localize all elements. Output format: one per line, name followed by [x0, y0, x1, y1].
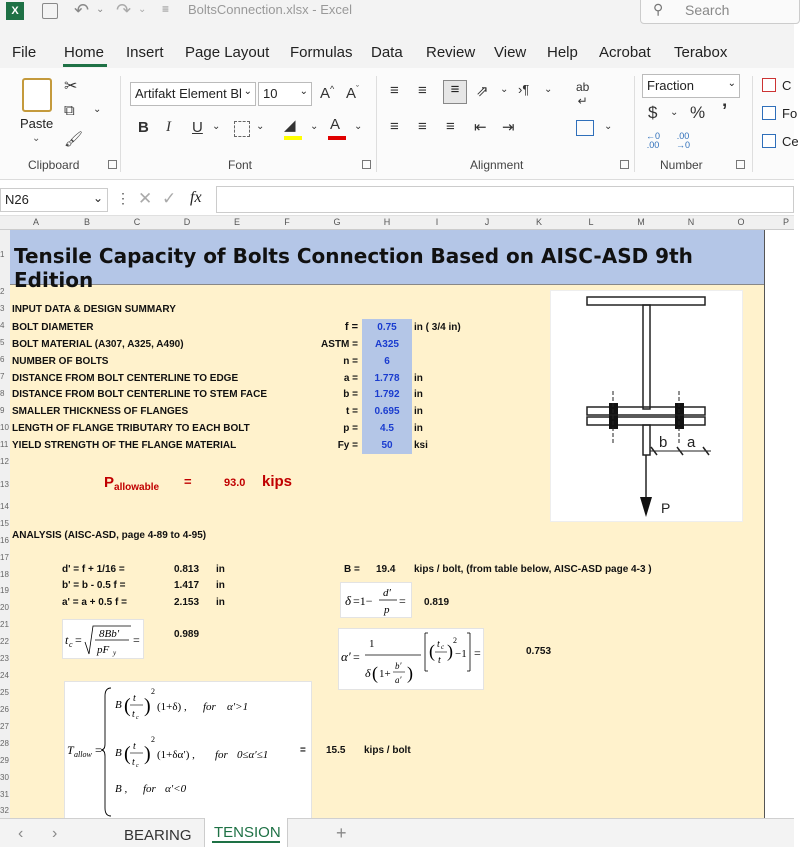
row-header[interactable]: 3 — [0, 304, 5, 313]
input-label: SMALLER THICKNESS OF FLANGES — [12, 406, 189, 417]
chevron-down-icon: ⌄ — [299, 86, 308, 97]
svg-text:=: = — [133, 633, 140, 647]
analysis-section-heading: ANALYSIS (AISC-ASD, page 4-89 to 4-95) — [12, 530, 207, 541]
align-right-icon[interactable]: ≡ — [446, 118, 455, 135]
conditional-formatting-icon[interactable] — [762, 78, 776, 92]
name-box-value: N26 — [5, 192, 29, 207]
svg-text:(: ( — [372, 663, 378, 683]
font-color-dropdown-icon[interactable]: ⌄ — [354, 121, 363, 132]
orientation-icon[interactable]: ⇗ — [476, 83, 489, 100]
font-size-value: 10 — [263, 86, 278, 101]
styles-item-label[interactable]: C — [782, 78, 792, 93]
copy-icon[interactable]: ⧉ — [64, 102, 75, 119]
row-header[interactable]: 30 — [0, 773, 9, 782]
ribbon-separator — [634, 76, 635, 172]
svg-text:for: for — [215, 749, 228, 761]
input-label: LENGTH OF FLANGE TRIBUTARY TO EACH BOLT — [12, 423, 250, 434]
search-icon: ⚲ — [653, 1, 664, 17]
svg-text:B: B — [115, 747, 122, 759]
svg-text:=: = — [353, 650, 360, 664]
svg-text:8Bb′: 8Bb′ — [99, 628, 120, 640]
text-direction-icon[interactable]: ›¶ — [518, 82, 530, 97]
column-header[interactable]: I — [435, 217, 439, 227]
row-header[interactable]: 6 — [0, 355, 5, 364]
fill-color-dropdown-icon[interactable]: ⌄ — [310, 121, 319, 132]
svg-text:c: c — [441, 643, 445, 651]
tc-value: 0.989 — [174, 629, 200, 640]
comma-button[interactable]: ’ — [722, 101, 728, 122]
wrap-text-icon[interactable]: ab ↵ — [576, 80, 590, 108]
svg-text:a′: a′ — [395, 675, 402, 685]
menu-formulas[interactable]: Formulas — [290, 44, 353, 61]
font-color-icon[interactable]: A — [330, 116, 341, 133]
svg-text:): ) — [144, 695, 151, 717]
number-format-dropdown[interactable] — [642, 74, 740, 98]
result-label-sub: allowable — [114, 482, 160, 493]
b-note: kips / bolt, (from table below, AISC-ASD page 4-3 ) — [414, 564, 652, 575]
svg-text:allow: allow — [74, 750, 92, 759]
analysis-unit: in — [216, 580, 225, 591]
paste-label[interactable]: Paste — [20, 116, 54, 131]
input-unit: in — [414, 423, 423, 434]
result-value: 93.0 — [224, 477, 246, 489]
increase-indent-icon[interactable]: ⇥ — [502, 119, 515, 136]
cancel-entry-icon[interactable]: ✕ — [138, 189, 153, 208]
row-header[interactable]: 24 — [0, 671, 9, 680]
tallow-value: 15.5 — [326, 745, 346, 756]
menu-home-underline — [63, 64, 107, 67]
input-symbol: p = — [343, 423, 358, 434]
input-symbol: a = — [343, 373, 358, 384]
svg-text:): ) — [447, 641, 453, 661]
ribbon-separator — [120, 76, 121, 172]
sheet-tab-bar — [0, 818, 794, 847]
row-header[interactable]: 31 — [0, 790, 9, 799]
column-header[interactable]: K — [535, 217, 542, 227]
column-headers — [0, 216, 794, 230]
excel-logo-icon: X — [6, 2, 24, 20]
delta-value: 0.819 — [424, 597, 450, 608]
svg-text:1: 1 — [369, 638, 375, 650]
align-top-icon[interactable]: ≡ — [390, 82, 399, 99]
input-unit: in ( 3/4 in) — [414, 322, 461, 333]
svg-text:d′: d′ — [383, 587, 391, 599]
svg-text:for: for — [203, 701, 216, 713]
font-size-dropdown[interactable] — [258, 82, 312, 106]
column-header[interactable]: C — [133, 217, 141, 227]
input-label: DISTANCE FROM BOLT CENTERLINE TO STEM FACE — [12, 389, 267, 400]
decrease-decimal-button[interactable]: .00 →0 — [676, 131, 691, 150]
input-unit: in — [414, 406, 423, 417]
svg-text:t: t — [132, 709, 135, 720]
fill-color-swatch — [284, 136, 302, 140]
b-expression: B = — [344, 564, 360, 575]
input-symbol: n = — [343, 356, 358, 367]
analysis-value: 0.813 — [174, 564, 200, 575]
column-header[interactable]: L — [588, 217, 594, 227]
input-unit: in — [414, 389, 423, 400]
font-color-swatch — [328, 136, 346, 140]
analysis-expression: a' = a + 0.5 f = — [62, 597, 127, 608]
svg-text:for: for — [143, 783, 156, 795]
tallow-equation-image — [64, 681, 312, 821]
analysis-expression: d' = f + 1/16 = — [62, 564, 125, 575]
save-icon[interactable] — [42, 3, 58, 19]
input-symbol: t = — [346, 406, 358, 417]
svg-text:−1: −1 — [455, 648, 467, 660]
analysis-value: 2.153 — [174, 597, 200, 608]
row-header[interactable]: 22 — [0, 637, 9, 646]
insert-function-icon[interactable]: fx — [190, 189, 202, 206]
row-header[interactable]: 25 — [0, 688, 9, 697]
input-value-cell[interactable]: 50 — [362, 437, 412, 454]
input-label: NUMBER OF BOLTS — [12, 356, 109, 367]
row-header[interactable]: 20 — [0, 603, 9, 612]
row-header[interactable]: 10 — [0, 423, 9, 432]
svg-text:B ,: B , — [115, 783, 128, 795]
svg-text:=1−: =1− — [353, 594, 373, 608]
analysis-unit: in — [216, 597, 225, 608]
input-symbol: Fy = — [337, 440, 358, 451]
column-header[interactable]: B — [83, 217, 90, 227]
svg-text:t: t — [437, 639, 440, 650]
delta-equation-image — [340, 582, 412, 618]
more-options-icon[interactable]: ⋮ — [116, 190, 130, 206]
paste-icon[interactable] — [22, 78, 52, 112]
diagram-a-label: a — [687, 434, 696, 451]
menu-terabox[interactable]: Terabox — [674, 44, 728, 61]
result-equals: = — [184, 474, 192, 489]
svg-text:δ: δ — [345, 593, 352, 608]
input-label: DISTANCE FROM BOLT CENTERLINE TO EDGE — [12, 373, 239, 384]
underline-button[interactable]: U — [192, 119, 203, 136]
cut-icon[interactable]: ✂ — [64, 78, 78, 95]
row-header[interactable]: 16 — [0, 536, 9, 545]
column-header[interactable]: M — [637, 217, 645, 227]
svg-text:t: t — [438, 655, 441, 666]
svg-text:(: ( — [124, 695, 131, 717]
name-box[interactable] — [0, 188, 108, 212]
row-header[interactable]: 7 — [0, 372, 5, 381]
row-header[interactable]: 9 — [0, 406, 5, 415]
sheet-title: Tensile Capacity of Bolts Connection Based on AISC-ASD 9th Edition — [14, 244, 693, 292]
number-launcher-icon[interactable] — [736, 160, 745, 169]
row-header[interactable]: 14 — [0, 502, 9, 511]
merge-dropdown-icon[interactable]: ⌄ — [604, 121, 613, 132]
analysis-expression: b' = b - 0.5 f = — [62, 580, 126, 591]
add-sheet-icon[interactable]: + — [336, 823, 347, 843]
sheet-right-margin — [764, 230, 794, 818]
borders-icon[interactable] — [234, 121, 250, 137]
tc-equation-image — [62, 619, 144, 659]
svg-text:t: t — [133, 693, 136, 704]
tab-bearing[interactable]: BEARING — [124, 827, 192, 844]
chevron-down-icon: ⌄ — [243, 86, 252, 97]
currency-button[interactable]: $ — [648, 103, 658, 122]
input-value-cell[interactable]: 4.5 — [362, 420, 412, 437]
styles-item-label[interactable]: Ce — [782, 134, 799, 149]
row-header[interactable]: 28 — [0, 739, 9, 748]
input-section-heading: INPUT DATA & DESIGN SUMMARY — [12, 304, 176, 315]
svg-text:=: = — [95, 743, 102, 757]
result-label — [104, 474, 159, 493]
input-value-cell[interactable]: 1.778 — [362, 370, 412, 387]
alpha-value: 0.753 — [526, 646, 552, 657]
result-label-main: P — [104, 474, 115, 491]
font-name-dropdown[interactable] — [130, 82, 256, 106]
row-header[interactable]: 2 — [0, 287, 5, 296]
svg-text:=: = — [474, 646, 481, 660]
chevron-down-icon: ⌄ — [92, 191, 103, 205]
svg-text:α′<0: α′<0 — [165, 783, 187, 795]
window-title: BoltsConnection.xlsx - Excel — [188, 2, 353, 17]
input-label: BOLT MATERIAL (A307, A325, A490) — [12, 339, 184, 350]
customize-qat-icon[interactable]: ≡ — [162, 2, 170, 16]
bold-button[interactable]: B — [138, 119, 149, 136]
align-bottom-icon[interactable]: ≡ — [443, 80, 467, 104]
menu-file[interactable]: File — [12, 44, 37, 61]
italic-button[interactable]: I — [166, 119, 171, 135]
svg-text:t: t — [65, 633, 69, 647]
font-name-value: Artifakt Element Bl — [135, 86, 242, 101]
menu-data[interactable]: Data — [371, 44, 403, 61]
input-label: BOLT DIAMETER — [12, 322, 94, 333]
menu-insert[interactable]: Insert — [126, 44, 164, 61]
title-bar — [0, 0, 794, 34]
row-header[interactable]: 21 — [0, 620, 9, 629]
align-left-icon[interactable]: ≡ — [390, 118, 399, 135]
svg-text:2: 2 — [453, 636, 457, 645]
analysis-value: 1.417 — [174, 580, 200, 591]
row-headers — [0, 230, 10, 818]
fill-color-icon[interactable]: ◢ — [284, 117, 296, 134]
input-symbol: b = — [343, 389, 358, 400]
grow-font-button[interactable]: A^ — [320, 84, 335, 102]
svg-text:=: = — [399, 594, 406, 608]
svg-text:(: ( — [124, 743, 131, 765]
diagram-load-label: P — [661, 500, 671, 516]
svg-text:=: = — [75, 633, 82, 647]
column-header[interactable]: O — [737, 217, 745, 227]
row-header[interactable]: 8 — [0, 389, 5, 398]
tab-tension[interactable]: TENSION — [214, 824, 281, 841]
input-value-cell[interactable]: 6 — [362, 353, 412, 370]
svg-text:(1+δα′) ,: (1+δα′) , — [157, 749, 195, 761]
svg-text:t: t — [132, 757, 135, 768]
svg-text:(1+δ) ,: (1+δ) , — [157, 701, 187, 713]
svg-text:α′>1: α′>1 — [227, 701, 249, 713]
menu-home[interactable]: Home — [64, 44, 105, 61]
paste-dropdown-icon[interactable]: ⌄ — [32, 133, 41, 144]
format-as-table-icon[interactable] — [762, 106, 776, 120]
svg-text:t: t — [133, 741, 136, 752]
clipboard-group-label: Clipboard — [28, 158, 80, 172]
menu-help[interactable]: Help — [547, 44, 578, 61]
column-header[interactable]: E — [233, 217, 240, 227]
svg-text:c: c — [136, 715, 139, 721]
svg-text:(: ( — [429, 641, 435, 661]
worksheet-grid[interactable] — [10, 230, 765, 818]
svg-text:c: c — [136, 763, 139, 769]
search-box[interactable] — [640, 0, 800, 24]
diagram-b-label: b — [659, 434, 668, 451]
input-value-cell[interactable]: A325 — [362, 336, 412, 353]
column-header[interactable]: D — [183, 217, 191, 227]
svg-text:2: 2 — [151, 735, 155, 744]
shrink-font-button[interactable]: $A^ˇ$ — [346, 84, 360, 102]
merge-center-icon[interactable] — [576, 120, 594, 136]
svg-text:B: B — [115, 699, 122, 711]
input-value-cell[interactable]: 0.695 — [362, 403, 412, 420]
underline-dropdown-icon[interactable]: ⌄ — [212, 121, 221, 132]
cell-styles-icon[interactable] — [762, 134, 776, 148]
ribbon-separator — [752, 76, 753, 172]
scroll-tabs-left-icon[interactable]: ‹ — [18, 825, 24, 842]
svg-text:p: p — [384, 604, 390, 616]
align-middle-icon[interactable]: ≡ — [418, 82, 427, 99]
input-symbol: ASTM = — [321, 339, 358, 350]
number-format-value: Fraction — [647, 78, 694, 93]
input-value-cell[interactable]: 1.792 — [362, 386, 412, 403]
row-header[interactable]: 18 — [0, 570, 9, 579]
increase-decimal-button[interactable]: ←0 .00 — [646, 131, 661, 150]
column-header[interactable]: A — [32, 217, 39, 227]
row-header[interactable]: 19 — [0, 586, 9, 595]
orientation-dropdown-icon[interactable]: ⌄ — [500, 84, 509, 95]
input-value-cell[interactable]: 0.75 — [362, 319, 412, 336]
row-header[interactable]: 29 — [0, 756, 9, 765]
svg-text:α′: α′ — [341, 649, 351, 664]
svg-text:2: 2 — [151, 687, 155, 696]
formula-input[interactable] — [216, 186, 794, 213]
font-group-label: Font — [228, 158, 253, 172]
svg-text:c: c — [69, 640, 73, 649]
decrease-indent-icon[interactable]: ⇤ — [474, 119, 487, 136]
alpha-equation-image — [338, 628, 484, 690]
svg-text:T: T — [67, 743, 74, 757]
row-header[interactable]: 4 — [0, 321, 5, 330]
column-header[interactable]: H — [383, 217, 391, 227]
row-header[interactable]: 11 — [0, 440, 9, 449]
row-header[interactable]: 13 — [0, 480, 9, 489]
row-header[interactable]: 23 — [0, 654, 9, 663]
tallow-unit: kips / bolt — [364, 745, 411, 756]
svg-text:0≤α′≤1: 0≤α′≤1 — [237, 749, 269, 761]
clipboard-launcher-icon[interactable] — [108, 160, 117, 169]
title-band — [10, 230, 765, 292]
row-header[interactable]: 12 — [0, 457, 9, 466]
menu-view[interactable]: View — [494, 44, 527, 61]
copy-dropdown-icon[interactable]: ⌄ — [93, 104, 102, 115]
menu-page-layout[interactable]: Page Layout — [185, 44, 270, 61]
alignment-group-label: Alignment — [470, 158, 524, 172]
connection-diagram — [550, 290, 743, 522]
row-header[interactable]: 26 — [0, 705, 9, 714]
svg-text:): ) — [407, 663, 413, 683]
text-direction-dropdown-icon[interactable]: ⌄ — [544, 84, 553, 95]
search-placeholder: Search — [685, 2, 730, 18]
font-launcher-icon[interactable] — [362, 160, 371, 169]
menu-acrobat[interactable]: Acrobat — [599, 44, 651, 61]
input-unit: ksi — [414, 440, 428, 451]
confirm-entry-icon[interactable]: ✓ — [162, 189, 177, 208]
align-center-icon[interactable]: ≡ — [418, 118, 427, 135]
row-header[interactable]: 1 — [0, 250, 5, 259]
column-header[interactable]: G — [333, 217, 341, 227]
currency-dropdown-icon[interactable]: ⌄ — [670, 107, 679, 118]
svg-text:): ) — [144, 743, 151, 765]
input-symbol: f = — [344, 321, 358, 333]
column-header[interactable]: N — [687, 217, 695, 227]
percent-button[interactable]: % — [690, 103, 706, 122]
scroll-tabs-right-icon[interactable]: › — [52, 825, 58, 842]
borders-dropdown-icon[interactable]: ⌄ — [256, 121, 265, 132]
column-header[interactable]: P — [782, 217, 789, 227]
undo-dropdown-icon[interactable]: ⌄ — [96, 4, 105, 15]
row-header[interactable]: 15 — [0, 519, 9, 528]
b-value: 19.4 — [376, 564, 396, 575]
alignment-launcher-icon[interactable] — [620, 160, 629, 169]
number-group-label: Number — [660, 158, 703, 172]
chevron-down-icon: ⌄ — [727, 78, 736, 89]
row-header[interactable]: 5 — [0, 338, 5, 347]
tab-tension-underline — [212, 841, 280, 843]
result-unit: kips — [262, 473, 293, 490]
menu-review[interactable]: Review — [426, 44, 476, 61]
input-label: YIELD STRENGTH OF THE FLANGE MATERIAL — [12, 440, 237, 451]
format-painter-icon[interactable]: 🖌 — [64, 131, 84, 148]
row-header[interactable]: 27 — [0, 722, 9, 731]
tallow-equals: = — [300, 745, 306, 756]
ribbon-separator — [376, 76, 377, 172]
svg-text:b′: b′ — [395, 661, 402, 671]
column-header[interactable]: J — [484, 217, 490, 227]
redo-icon[interactable]: ↷ — [116, 0, 132, 20]
undo-icon[interactable]: ↶ — [74, 0, 90, 20]
svg-text:y: y — [113, 649, 117, 657]
svg-text:δ: δ — [365, 666, 371, 680]
formula-bar — [0, 184, 794, 216]
svg-text:1+: 1+ — [379, 668, 391, 680]
analysis-unit: in — [216, 564, 225, 575]
input-unit: in — [414, 373, 423, 384]
styles-item-label[interactable]: Fo — [782, 106, 798, 121]
row-header[interactable]: 32 — [0, 806, 9, 815]
row-header[interactable]: 17 — [0, 553, 9, 562]
redo-dropdown-icon[interactable]: ⌄ — [138, 4, 147, 15]
column-header[interactable]: F — [284, 217, 290, 227]
svg-text:pF: pF — [97, 644, 110, 656]
